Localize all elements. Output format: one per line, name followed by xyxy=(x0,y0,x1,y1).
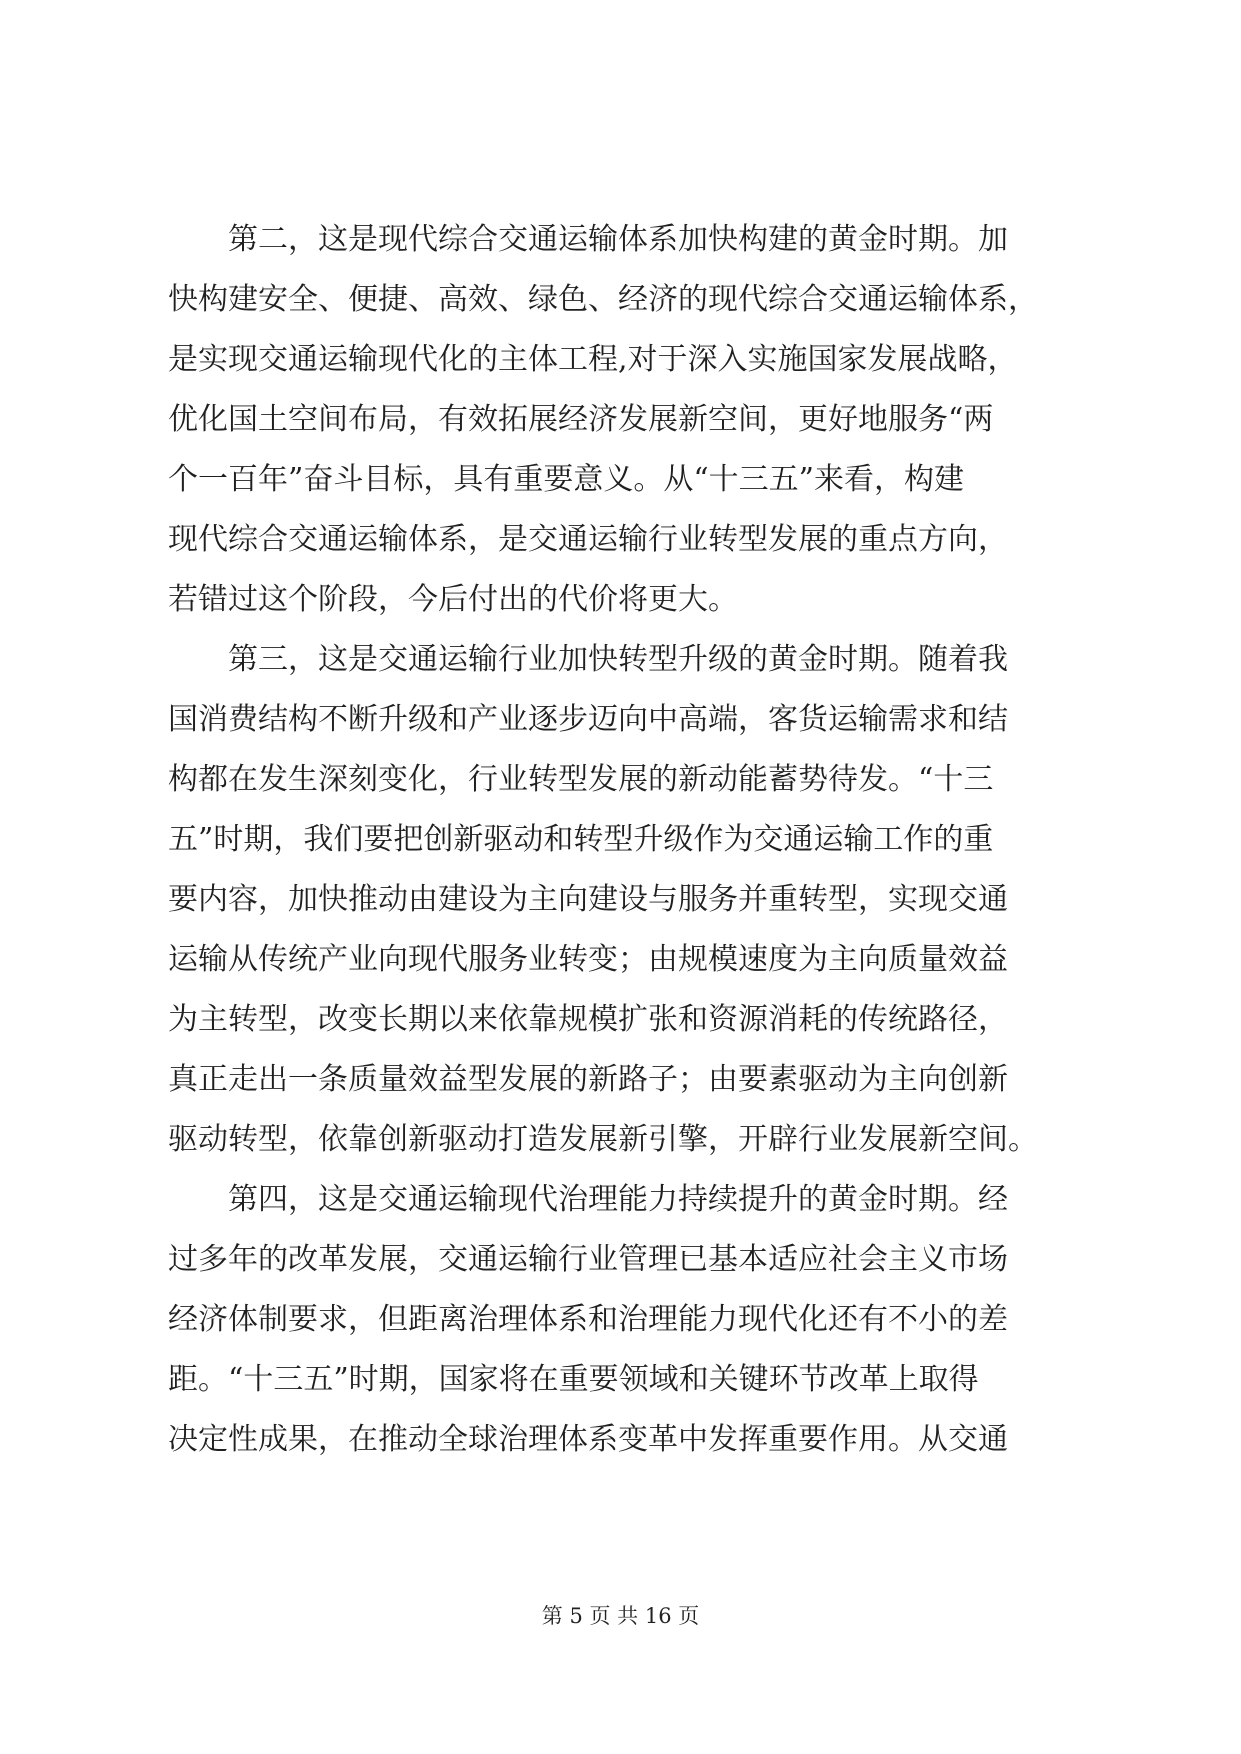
text-line: 是实现交通运输现代化的主体工程,对于深入实施国家发展战略， xyxy=(168,342,1018,377)
text-line: 运输从传统产业向现代服务业转变；由规模速度为主向质量效益 xyxy=(168,942,1008,977)
text-line: 驱动转型，依靠创新驱动打造发展新引擎，开辟行业发展新空间。 xyxy=(168,1122,1038,1157)
page-footer xyxy=(0,1600,1241,1630)
text-line: 个一百年”奋斗目标，具有重要意义。从“十三五”来看，构建 xyxy=(168,462,965,497)
text-line: 要内容，加快推动由建设为主向建设与服务并重转型，实现交通 xyxy=(168,882,1008,917)
text-line: 为主转型，改变长期以来依靠规模扩张和资源消耗的传统路径， xyxy=(168,1002,1008,1037)
text-line: 真正走出一条质量效益型发展的新路子；由要素驱动为主向创新 xyxy=(168,1062,1008,1097)
text-line: 构都在发生深刻变化，行业转型发展的新动能蓄势待发。“十三 xyxy=(168,762,994,797)
text-line: 第四，这是交通运输现代治理能力持续提升的黄金时期。经 xyxy=(168,1182,1008,1217)
text-line: 经济体制要求，但距离治理体系和治理能力现代化还有不小的差 xyxy=(168,1302,1008,1337)
page-number-label: 第 5 页 共 16 页 xyxy=(541,1604,700,1628)
text-line: 决定性成果，在推动全球治理体系变革中发挥重要作用。从交通 xyxy=(168,1422,1008,1457)
text-line: 过多年的改革发展，交通运输行业管理已基本适应社会主义市场 xyxy=(168,1242,1008,1277)
text-line: 第二，这是现代综合交通运输体系加快构建的黄金时期。加 xyxy=(168,222,1008,257)
text-line: 快构建安全、便捷、高效、绿色、经济的现代综合交通运输体系， xyxy=(168,282,1038,317)
text-line: 五”时期，我们要把创新驱动和转型升级作为交通运输工作的重 xyxy=(168,822,994,857)
text-line: 现代综合交通运输体系，是交通运输行业转型发展的重点方向， xyxy=(168,522,1008,557)
text-line: 若错过这个阶段，今后付出的代价将更大。 xyxy=(168,582,738,617)
text-line: 第三，这是交通运输行业加快转型升级的黄金时期。随着我 xyxy=(168,642,1008,677)
text-line: 距。“十三五”时期，国家将在重要领域和关键环节改革上取得 xyxy=(168,1362,979,1397)
text-line: 国消费结构不断升级和产业逐步迈向中高端，客货运输需求和结 xyxy=(168,702,1008,737)
text-line: 优化国土空间布局，有效拓展经济发展新空间，更好地服务“两 xyxy=(168,402,994,437)
